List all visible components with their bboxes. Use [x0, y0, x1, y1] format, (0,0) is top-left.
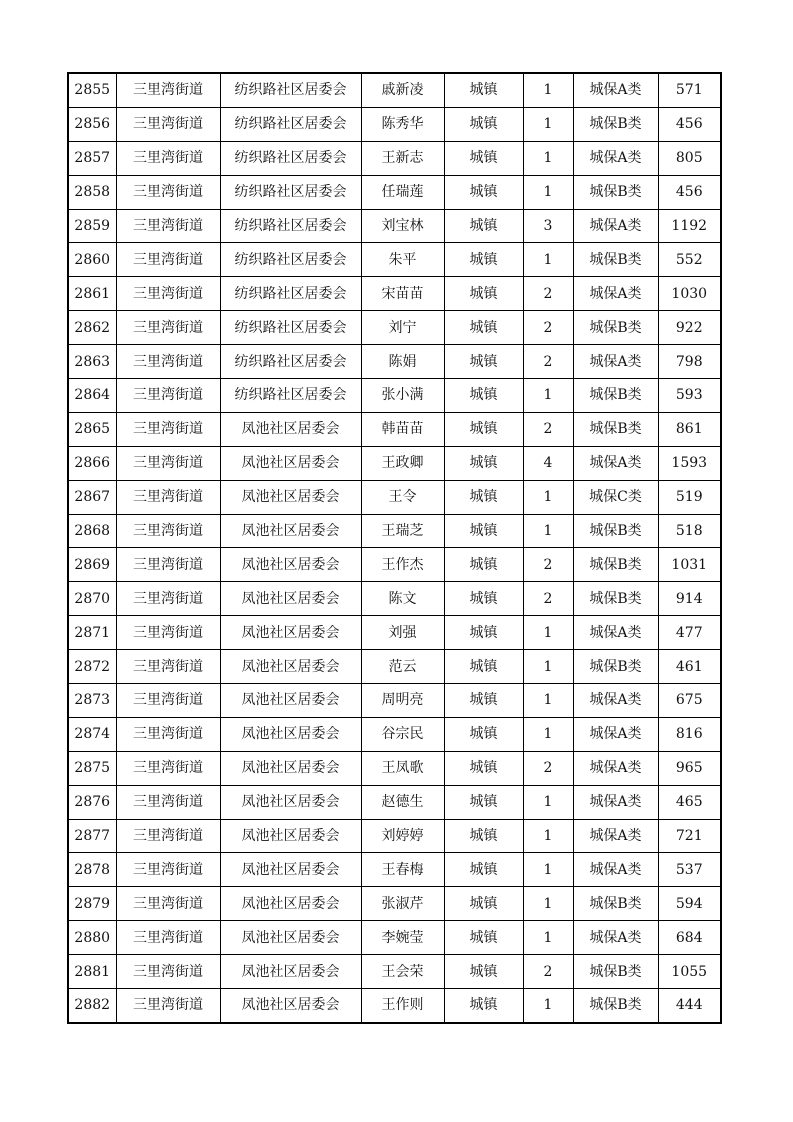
street-cell: 三里湾街道 [116, 853, 220, 887]
table-row [68, 582, 721, 616]
table-row [68, 887, 721, 921]
street-cell: 三里湾街道 [116, 311, 220, 345]
amount-cell: 861 [658, 412, 721, 446]
area-type-cell: 城镇 [444, 277, 523, 311]
name-cell: 刘强 [361, 616, 444, 650]
amount-cell: 461 [658, 650, 721, 684]
name-cell: 朱平 [361, 243, 444, 277]
area-type-cell: 城镇 [444, 819, 523, 853]
table-row [68, 345, 721, 379]
area-type-cell: 城镇 [444, 650, 523, 684]
household-count-cell: 2 [523, 751, 573, 785]
table-row [68, 955, 721, 989]
serial-number-cell: 2871 [68, 616, 116, 650]
table-row [68, 514, 721, 548]
household-count-cell: 4 [523, 446, 573, 480]
table-row [68, 650, 721, 684]
table-row [68, 684, 721, 718]
area-type-cell: 城镇 [444, 717, 523, 751]
community-cell: 纺织路社区居委会 [220, 311, 361, 345]
street-cell: 三里湾街道 [116, 446, 220, 480]
area-type-cell: 城镇 [444, 514, 523, 548]
community-cell: 纺织路社区居委会 [220, 379, 361, 413]
street-cell: 三里湾街道 [116, 514, 220, 548]
street-cell: 三里湾街道 [116, 412, 220, 446]
household-count-cell: 2 [523, 345, 573, 379]
community-cell: 纺织路社区居委会 [220, 345, 361, 379]
household-count-cell: 1 [523, 684, 573, 718]
insurance-category-cell: 城保A类 [573, 853, 658, 887]
table-row [68, 209, 721, 243]
amount-cell: 571 [658, 73, 721, 107]
area-type-cell: 城镇 [444, 175, 523, 209]
amount-cell: 816 [658, 717, 721, 751]
serial-number-cell: 2863 [68, 345, 116, 379]
area-type-cell: 城镇 [444, 548, 523, 582]
amount-cell: 684 [658, 921, 721, 955]
table-row [68, 751, 721, 785]
table-row [68, 785, 721, 819]
household-count-cell: 1 [523, 514, 573, 548]
community-cell: 凤池社区居委会 [220, 514, 361, 548]
serial-number-cell: 2874 [68, 717, 116, 751]
household-count-cell: 2 [523, 582, 573, 616]
street-cell: 三里湾街道 [116, 548, 220, 582]
table-row [68, 277, 721, 311]
serial-number-cell: 2866 [68, 446, 116, 480]
area-type-cell: 城镇 [444, 582, 523, 616]
household-count-cell: 1 [523, 887, 573, 921]
insurance-category-cell: 城保B类 [573, 107, 658, 141]
household-count-cell: 1 [523, 243, 573, 277]
area-type-cell: 城镇 [444, 480, 523, 514]
serial-number-cell: 2862 [68, 311, 116, 345]
household-count-cell: 1 [523, 650, 573, 684]
household-count-cell: 1 [523, 379, 573, 413]
household-count-cell: 2 [523, 955, 573, 989]
amount-cell: 444 [658, 989, 721, 1023]
table-row [68, 175, 721, 209]
table-row [68, 989, 721, 1023]
table-row [68, 243, 721, 277]
amount-cell: 1593 [658, 446, 721, 480]
name-cell: 戚新凌 [361, 73, 444, 107]
table-row [68, 480, 721, 514]
amount-cell: 477 [658, 616, 721, 650]
community-cell: 纺织路社区居委会 [220, 243, 361, 277]
insurance-category-cell: 城保A类 [573, 73, 658, 107]
insurance-category-cell: 城保A类 [573, 921, 658, 955]
area-type-cell: 城镇 [444, 141, 523, 175]
insurance-category-cell: 城保A类 [573, 684, 658, 718]
serial-number-cell: 2880 [68, 921, 116, 955]
household-count-cell: 1 [523, 107, 573, 141]
name-cell: 王凤歌 [361, 751, 444, 785]
insurance-category-cell: 城保A类 [573, 717, 658, 751]
street-cell: 三里湾街道 [116, 887, 220, 921]
insurance-category-cell: 城保B类 [573, 582, 658, 616]
household-count-cell: 1 [523, 717, 573, 751]
community-cell: 凤池社区居委会 [220, 582, 361, 616]
community-cell: 凤池社区居委会 [220, 480, 361, 514]
community-cell: 凤池社区居委会 [220, 446, 361, 480]
community-cell: 凤池社区居委会 [220, 650, 361, 684]
name-cell: 任瑞莲 [361, 175, 444, 209]
street-cell: 三里湾街道 [116, 480, 220, 514]
serial-number-cell: 2861 [68, 277, 116, 311]
name-cell: 赵德生 [361, 785, 444, 819]
street-cell: 三里湾街道 [116, 989, 220, 1023]
name-cell: 刘婷婷 [361, 819, 444, 853]
table-row [68, 819, 721, 853]
area-type-cell: 城镇 [444, 209, 523, 243]
insurance-category-cell: 城保B类 [573, 514, 658, 548]
amount-cell: 537 [658, 853, 721, 887]
table-row [68, 107, 721, 141]
serial-number-cell: 2858 [68, 175, 116, 209]
area-type-cell: 城镇 [444, 887, 523, 921]
street-cell: 三里湾街道 [116, 717, 220, 751]
amount-cell: 465 [658, 785, 721, 819]
community-cell: 凤池社区居委会 [220, 412, 361, 446]
serial-number-cell: 2877 [68, 819, 116, 853]
street-cell: 三里湾街道 [116, 243, 220, 277]
street-cell: 三里湾街道 [116, 379, 220, 413]
insurance-category-cell: 城保A类 [573, 785, 658, 819]
household-count-cell: 1 [523, 480, 573, 514]
serial-number-cell: 2856 [68, 107, 116, 141]
serial-number-cell: 2868 [68, 514, 116, 548]
household-count-cell: 1 [523, 819, 573, 853]
street-cell: 三里湾街道 [116, 684, 220, 718]
community-cell: 凤池社区居委会 [220, 684, 361, 718]
household-count-cell: 1 [523, 141, 573, 175]
serial-number-cell: 2857 [68, 141, 116, 175]
serial-number-cell: 2881 [68, 955, 116, 989]
name-cell: 谷宗民 [361, 717, 444, 751]
amount-cell: 456 [658, 175, 721, 209]
table-row [68, 616, 721, 650]
area-type-cell: 城镇 [444, 446, 523, 480]
street-cell: 三里湾街道 [116, 175, 220, 209]
insurance-category-cell: 城保B类 [573, 650, 658, 684]
name-cell: 王会荣 [361, 955, 444, 989]
amount-cell: 1030 [658, 277, 721, 311]
area-type-cell: 城镇 [444, 412, 523, 446]
area-type-cell: 城镇 [444, 243, 523, 277]
serial-number-cell: 2878 [68, 853, 116, 887]
serial-number-cell: 2875 [68, 751, 116, 785]
street-cell: 三里湾街道 [116, 345, 220, 379]
area-type-cell: 城镇 [444, 73, 523, 107]
street-cell: 三里湾街道 [116, 277, 220, 311]
name-cell: 王新志 [361, 141, 444, 175]
community-cell: 纺织路社区居委会 [220, 141, 361, 175]
street-cell: 三里湾街道 [116, 73, 220, 107]
insurance-category-cell: 城保B类 [573, 243, 658, 277]
community-cell: 凤池社区居委会 [220, 921, 361, 955]
insurance-category-cell: 城保A类 [573, 209, 658, 243]
area-type-cell: 城镇 [444, 684, 523, 718]
amount-cell: 1192 [658, 209, 721, 243]
serial-number-cell: 2873 [68, 684, 116, 718]
community-cell: 凤池社区居委会 [220, 548, 361, 582]
serial-number-cell: 2865 [68, 412, 116, 446]
household-count-cell: 1 [523, 785, 573, 819]
name-cell: 李婉莹 [361, 921, 444, 955]
name-cell: 王令 [361, 480, 444, 514]
insurance-category-cell: 城保B类 [573, 311, 658, 345]
insurance-category-cell: 城保B类 [573, 887, 658, 921]
serial-number-cell: 2855 [68, 73, 116, 107]
amount-cell: 721 [658, 819, 721, 853]
serial-number-cell: 2867 [68, 480, 116, 514]
insurance-category-cell: 城保A类 [573, 345, 658, 379]
street-cell: 三里湾街道 [116, 616, 220, 650]
serial-number-cell: 2876 [68, 785, 116, 819]
table-row [68, 853, 721, 887]
area-type-cell: 城镇 [444, 921, 523, 955]
serial-number-cell: 2869 [68, 548, 116, 582]
table-row [68, 548, 721, 582]
household-count-cell: 2 [523, 412, 573, 446]
area-type-cell: 城镇 [444, 616, 523, 650]
street-cell: 三里湾街道 [116, 141, 220, 175]
area-type-cell: 城镇 [444, 955, 523, 989]
household-count-cell: 3 [523, 209, 573, 243]
insurance-category-cell: 城保A类 [573, 141, 658, 175]
street-cell: 三里湾街道 [116, 921, 220, 955]
community-cell: 凤池社区居委会 [220, 989, 361, 1023]
insurance-category-cell: 城保C类 [573, 480, 658, 514]
serial-number-cell: 2864 [68, 379, 116, 413]
household-count-cell: 2 [523, 548, 573, 582]
insurance-category-cell: 城保A类 [573, 446, 658, 480]
name-cell: 韩苗苗 [361, 412, 444, 446]
table-row [68, 446, 721, 480]
name-cell: 范云 [361, 650, 444, 684]
insurance-category-cell: 城保B类 [573, 175, 658, 209]
street-cell: 三里湾街道 [116, 955, 220, 989]
amount-cell: 552 [658, 243, 721, 277]
serial-number-cell: 2879 [68, 887, 116, 921]
area-type-cell: 城镇 [444, 379, 523, 413]
household-count-cell: 1 [523, 853, 573, 887]
amount-cell: 1055 [658, 955, 721, 989]
name-cell: 宋苗苗 [361, 277, 444, 311]
household-count-cell: 2 [523, 277, 573, 311]
community-cell: 凤池社区居委会 [220, 955, 361, 989]
serial-number-cell: 2870 [68, 582, 116, 616]
name-cell: 王春梅 [361, 853, 444, 887]
roster-body [68, 73, 721, 1023]
insurance-category-cell: 城保B类 [573, 412, 658, 446]
street-cell: 三里湾街道 [116, 819, 220, 853]
street-cell: 三里湾街道 [116, 650, 220, 684]
table-row [68, 141, 721, 175]
insurance-category-cell: 城保B类 [573, 955, 658, 989]
street-cell: 三里湾街道 [116, 107, 220, 141]
area-type-cell: 城镇 [444, 345, 523, 379]
insurance-category-cell: 城保A类 [573, 616, 658, 650]
name-cell: 张小满 [361, 379, 444, 413]
serial-number-cell: 2872 [68, 650, 116, 684]
table-row [68, 412, 721, 446]
insurance-category-cell: 城保B类 [573, 989, 658, 1023]
name-cell: 陈文 [361, 582, 444, 616]
area-type-cell: 城镇 [444, 311, 523, 345]
amount-cell: 675 [658, 684, 721, 718]
table-row [68, 717, 721, 751]
table-row [68, 73, 721, 107]
community-cell: 凤池社区居委会 [220, 853, 361, 887]
insurance-category-cell: 城保A类 [573, 819, 658, 853]
amount-cell: 518 [658, 514, 721, 548]
street-cell: 三里湾街道 [116, 582, 220, 616]
community-cell: 凤池社区居委会 [220, 819, 361, 853]
name-cell: 陈娟 [361, 345, 444, 379]
household-count-cell: 1 [523, 921, 573, 955]
area-type-cell: 城镇 [444, 853, 523, 887]
household-count-cell: 2 [523, 311, 573, 345]
table-row [68, 921, 721, 955]
community-cell: 纺织路社区居委会 [220, 209, 361, 243]
serial-number-cell: 2859 [68, 209, 116, 243]
community-cell: 纺织路社区居委会 [220, 175, 361, 209]
street-cell: 三里湾街道 [116, 751, 220, 785]
name-cell: 周明亮 [361, 684, 444, 718]
community-cell: 凤池社区居委会 [220, 785, 361, 819]
street-cell: 三里湾街道 [116, 209, 220, 243]
household-count-cell: 1 [523, 73, 573, 107]
table-row [68, 379, 721, 413]
name-cell: 刘宁 [361, 311, 444, 345]
household-count-cell: 1 [523, 989, 573, 1023]
insurance-category-cell: 城保A类 [573, 277, 658, 311]
amount-cell: 456 [658, 107, 721, 141]
name-cell: 王作则 [361, 989, 444, 1023]
street-cell: 三里湾街道 [116, 785, 220, 819]
amount-cell: 593 [658, 379, 721, 413]
community-cell: 凤池社区居委会 [220, 751, 361, 785]
name-cell: 刘宝林 [361, 209, 444, 243]
amount-cell: 519 [658, 480, 721, 514]
name-cell: 王瑞芝 [361, 514, 444, 548]
amount-cell: 1031 [658, 548, 721, 582]
area-type-cell: 城镇 [444, 751, 523, 785]
name-cell: 王政卿 [361, 446, 444, 480]
household-count-cell: 1 [523, 616, 573, 650]
subsidy-roster-table [67, 72, 722, 1024]
name-cell: 王作杰 [361, 548, 444, 582]
insurance-category-cell: 城保B类 [573, 379, 658, 413]
community-cell: 纺织路社区居委会 [220, 73, 361, 107]
community-cell: 纺织路社区居委会 [220, 277, 361, 311]
amount-cell: 805 [658, 141, 721, 175]
serial-number-cell: 2882 [68, 989, 116, 1023]
area-type-cell: 城镇 [444, 989, 523, 1023]
amount-cell: 594 [658, 887, 721, 921]
area-type-cell: 城镇 [444, 107, 523, 141]
serial-number-cell: 2860 [68, 243, 116, 277]
community-cell: 凤池社区居委会 [220, 887, 361, 921]
amount-cell: 798 [658, 345, 721, 379]
amount-cell: 922 [658, 311, 721, 345]
table-row [68, 311, 721, 345]
name-cell: 陈秀华 [361, 107, 444, 141]
amount-cell: 965 [658, 751, 721, 785]
community-cell: 凤池社区居委会 [220, 616, 361, 650]
community-cell: 凤池社区居委会 [220, 717, 361, 751]
insurance-category-cell: 城保B类 [573, 548, 658, 582]
area-type-cell: 城镇 [444, 785, 523, 819]
amount-cell: 914 [658, 582, 721, 616]
community-cell: 纺织路社区居委会 [220, 107, 361, 141]
name-cell: 张淑芹 [361, 887, 444, 921]
insurance-category-cell: 城保A类 [573, 751, 658, 785]
household-count-cell: 1 [523, 175, 573, 209]
